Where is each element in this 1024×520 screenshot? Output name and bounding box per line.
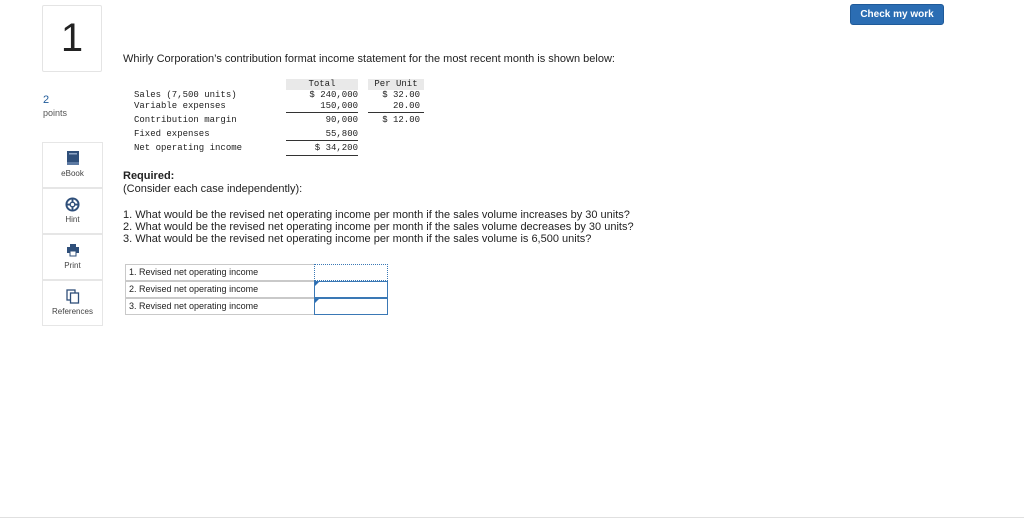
references-button[interactable]	[42, 280, 103, 326]
answer-label: 2. Revised net operating income	[125, 281, 315, 298]
print-label: Print	[64, 261, 81, 270]
book-icon	[66, 148, 80, 168]
answer-label: 3. Revised net operating income	[125, 298, 315, 315]
hint-label: Hint	[65, 215, 80, 224]
ebook-label: eBook	[61, 169, 84, 178]
answer-input-3[interactable]	[314, 298, 388, 315]
input-marker-icon	[315, 282, 319, 286]
subtotal-line	[286, 140, 358, 141]
ebook-button[interactable]	[42, 142, 103, 188]
printer-icon	[66, 240, 80, 260]
row-total: 150,000	[320, 101, 358, 111]
statement-row	[130, 114, 430, 127]
input-marker-icon	[315, 299, 319, 303]
references-label: References	[52, 307, 93, 316]
points-label: points	[43, 108, 68, 118]
page-divider	[0, 517, 1024, 518]
row-total: 90,000	[325, 115, 358, 125]
answer-label: 1. Revised net operating income	[125, 264, 315, 281]
total-line	[286, 155, 358, 156]
requirement-item: 3. What would be the revised net operating income per month if the sales volume is 6,500 units?	[123, 233, 592, 245]
row-total: $ 240,000	[309, 90, 358, 100]
hint-button[interactable]	[42, 188, 103, 234]
lifebuoy-icon	[65, 194, 80, 214]
answer-row	[125, 298, 388, 315]
question-number: 1	[42, 5, 102, 72]
row-label: Net operating income	[134, 143, 243, 153]
question-prompt: Whirly Corporation’s contribution format income statement for the most recent month is shown below:	[123, 53, 615, 65]
answer-row	[125, 281, 388, 298]
row-label: Contribution margin	[134, 115, 237, 125]
requirement-item: 1. What would be the revised net operating income per month if the sales volume increases by 30 units?	[123, 209, 630, 221]
answer-input-2[interactable]	[314, 281, 388, 298]
per-unit-header: Per Unit	[374, 79, 418, 89]
row-per-unit: 20.00	[392, 101, 420, 111]
statement-row	[130, 142, 430, 155]
answer-input-1[interactable]	[314, 264, 388, 281]
copy-icon	[66, 286, 80, 306]
required-title: Required:	[123, 170, 175, 182]
answer-row	[125, 264, 388, 281]
check-my-work-button[interactable]: Check my work	[850, 4, 944, 25]
required-note: (Consider each case independently):	[123, 183, 303, 195]
row-label: Variable expenses	[134, 101, 226, 111]
print-button[interactable]	[42, 234, 103, 280]
row-label: Sales (7,500 units)	[134, 90, 237, 100]
row-per-unit: $ 32.00	[382, 90, 420, 100]
requirement-item: 2. What would be the revised net operating income per month if the sales volume decreases by 30 units?	[123, 221, 634, 233]
points-value: 2	[43, 94, 50, 106]
row-total: 55,800	[325, 129, 358, 139]
row-label: Fixed expenses	[134, 129, 210, 139]
subtotal-line	[368, 112, 424, 113]
total-header: Total	[308, 79, 336, 89]
statement-row	[130, 128, 430, 141]
row-total: $ 34,200	[314, 143, 358, 153]
subtotal-line	[286, 112, 358, 113]
row-per-unit: $ 12.00	[382, 115, 420, 125]
